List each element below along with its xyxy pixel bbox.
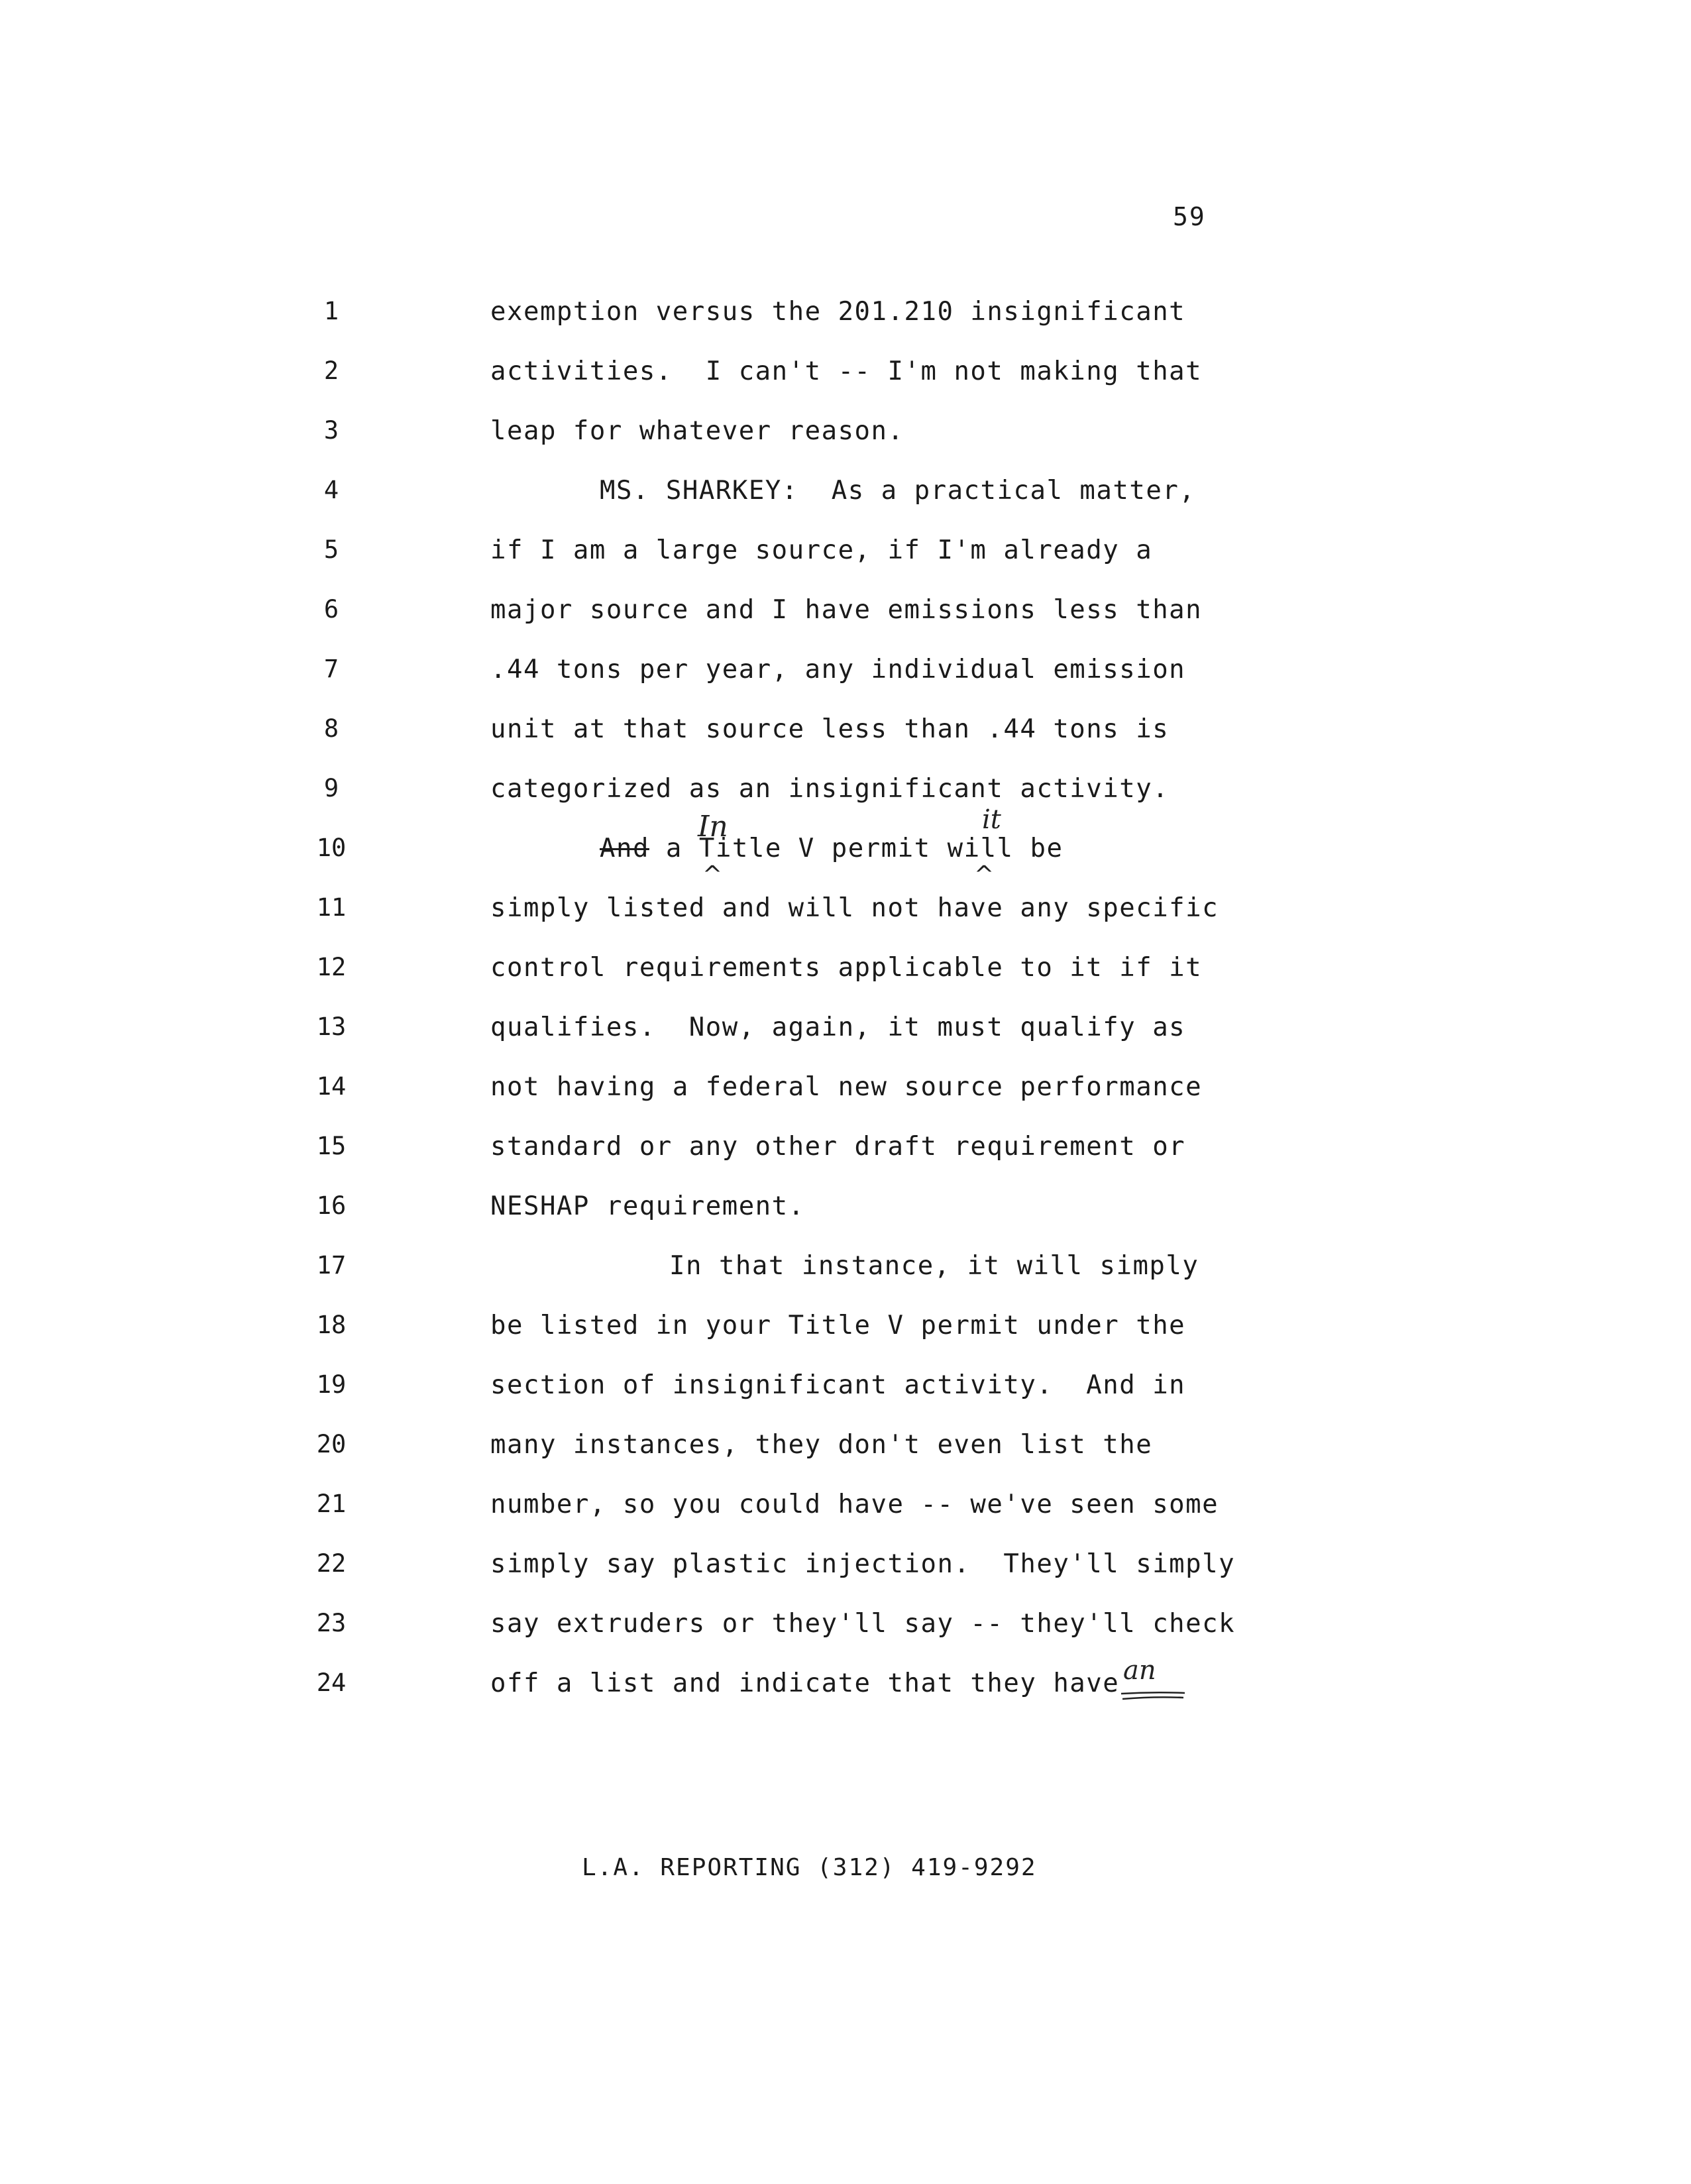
line-number: 2 — [323, 356, 339, 385]
transcript-line — [0, 1430, 1691, 1483]
reporter-footer: L.A. REPORTING (312) 419-9292 — [582, 1854, 1037, 1881]
transcript-line — [0, 535, 1691, 588]
line-text: section of insignificant activity. And in — [490, 1370, 1186, 1400]
transcript-line — [0, 1370, 1691, 1423]
line-text: number, so you could have -- we've seen some — [490, 1490, 1219, 1519]
transcript-line — [0, 1012, 1691, 1065]
line-text: In that instance, it will simply — [669, 1251, 1199, 1281]
line-text: NESHAP requirement. — [490, 1191, 805, 1221]
line-number: 6 — [323, 595, 339, 624]
line-number: 13 — [316, 1012, 347, 1041]
transcript-line — [0, 1072, 1691, 1125]
line-text: qualifies. Now, again, it must qualify as — [490, 1012, 1186, 1042]
line-text: unit at that source less than .44 tons is — [490, 714, 1170, 744]
handwritten-correction: In — [698, 810, 728, 844]
line-text: major source and I have emissions less than — [490, 595, 1203, 625]
line-text: MS. SHARKEY: As a practical matter, — [600, 476, 1196, 506]
transcript-line — [0, 1191, 1691, 1244]
line-number: 19 — [316, 1370, 347, 1399]
line-text: not having a federal new source performance — [490, 1072, 1203, 1102]
line-text: .44 tons per year, any individual emission — [490, 655, 1186, 684]
line-number: 21 — [316, 1490, 347, 1518]
transcript-line — [0, 714, 1691, 767]
line-text: standard or any other draft requirement or — [490, 1132, 1186, 1162]
transcript-line — [0, 1549, 1691, 1602]
line-number: 17 — [316, 1251, 347, 1280]
line-number: 8 — [323, 714, 339, 743]
line-text: exemption versus the 201.210 insignificant — [490, 297, 1186, 327]
handwritten-insertion: an — [1123, 1655, 1156, 1686]
transcript-line — [0, 595, 1691, 648]
line-number: 9 — [323, 774, 339, 802]
line-text: simply say plastic injection. They'll simply — [490, 1549, 1236, 1579]
line-text: control requirements applicable to it if it — [490, 953, 1203, 983]
line-number: 20 — [316, 1430, 347, 1458]
transcript-line — [0, 356, 1691, 410]
line-text-segment: will be — [930, 834, 1064, 863]
line-text: leap for whatever reason. — [490, 416, 904, 446]
transcript-line — [0, 416, 1691, 469]
line-number: 16 — [316, 1191, 347, 1220]
line-number: 24 — [316, 1668, 347, 1697]
line-text: if I am a large source, if I'm already a — [490, 535, 1153, 565]
transcript-line — [0, 1490, 1691, 1543]
line-number: 1 — [323, 297, 339, 325]
line-number: 11 — [316, 893, 347, 922]
line-number: 7 — [323, 655, 339, 683]
line-text — [600, 834, 1063, 863]
insertion-caret-icon: ^ — [702, 861, 723, 889]
line-number: 3 — [323, 416, 339, 445]
transcript-line — [0, 953, 1691, 1006]
line-text: say extruders or they'll say -- they'll check — [490, 1609, 1236, 1639]
transcript-line — [0, 476, 1691, 529]
transcript-line — [0, 655, 1691, 708]
line-text: off a list and indicate that they have — [490, 1668, 1120, 1698]
insertion-caret-icon: ^ — [974, 861, 995, 889]
transcript-line — [0, 774, 1691, 827]
transcript-line-edited — [0, 804, 1691, 889]
transcript-line — [0, 1609, 1691, 1662]
line-number: 10 — [316, 834, 347, 862]
transcript-line — [0, 893, 1691, 946]
line-number: 23 — [316, 1609, 347, 1637]
line-number: 4 — [323, 476, 339, 504]
transcript-line — [0, 297, 1691, 350]
line-text-segment: a Title V permit — [649, 834, 931, 863]
line-number: 14 — [316, 1072, 347, 1101]
line-text: be listed in your Title V permit under the — [490, 1311, 1186, 1340]
line-number: 15 — [316, 1132, 347, 1160]
line-text: categorized as an insignificant activity. — [490, 774, 1170, 804]
line-number: 12 — [316, 953, 347, 981]
line-text: activities. I can't -- I'm not making that — [490, 356, 1203, 386]
line-number: 18 — [316, 1311, 347, 1339]
transcript-line — [0, 1311, 1691, 1364]
line-text: many instances, they don't even list the — [490, 1430, 1153, 1460]
line-number: 5 — [323, 535, 339, 564]
line-number: 22 — [316, 1549, 347, 1578]
transcript-line-edited — [0, 1655, 1691, 1721]
page-number: 59 — [1173, 202, 1206, 231]
line-text: simply listed and will not have any specific — [490, 893, 1219, 923]
handwritten-underline-icon — [1120, 1691, 1186, 1702]
transcript-line — [0, 1132, 1691, 1185]
struck-word: And — [600, 834, 649, 863]
handwritten-insertion: it — [982, 804, 1001, 835]
transcript-line — [0, 1251, 1691, 1304]
